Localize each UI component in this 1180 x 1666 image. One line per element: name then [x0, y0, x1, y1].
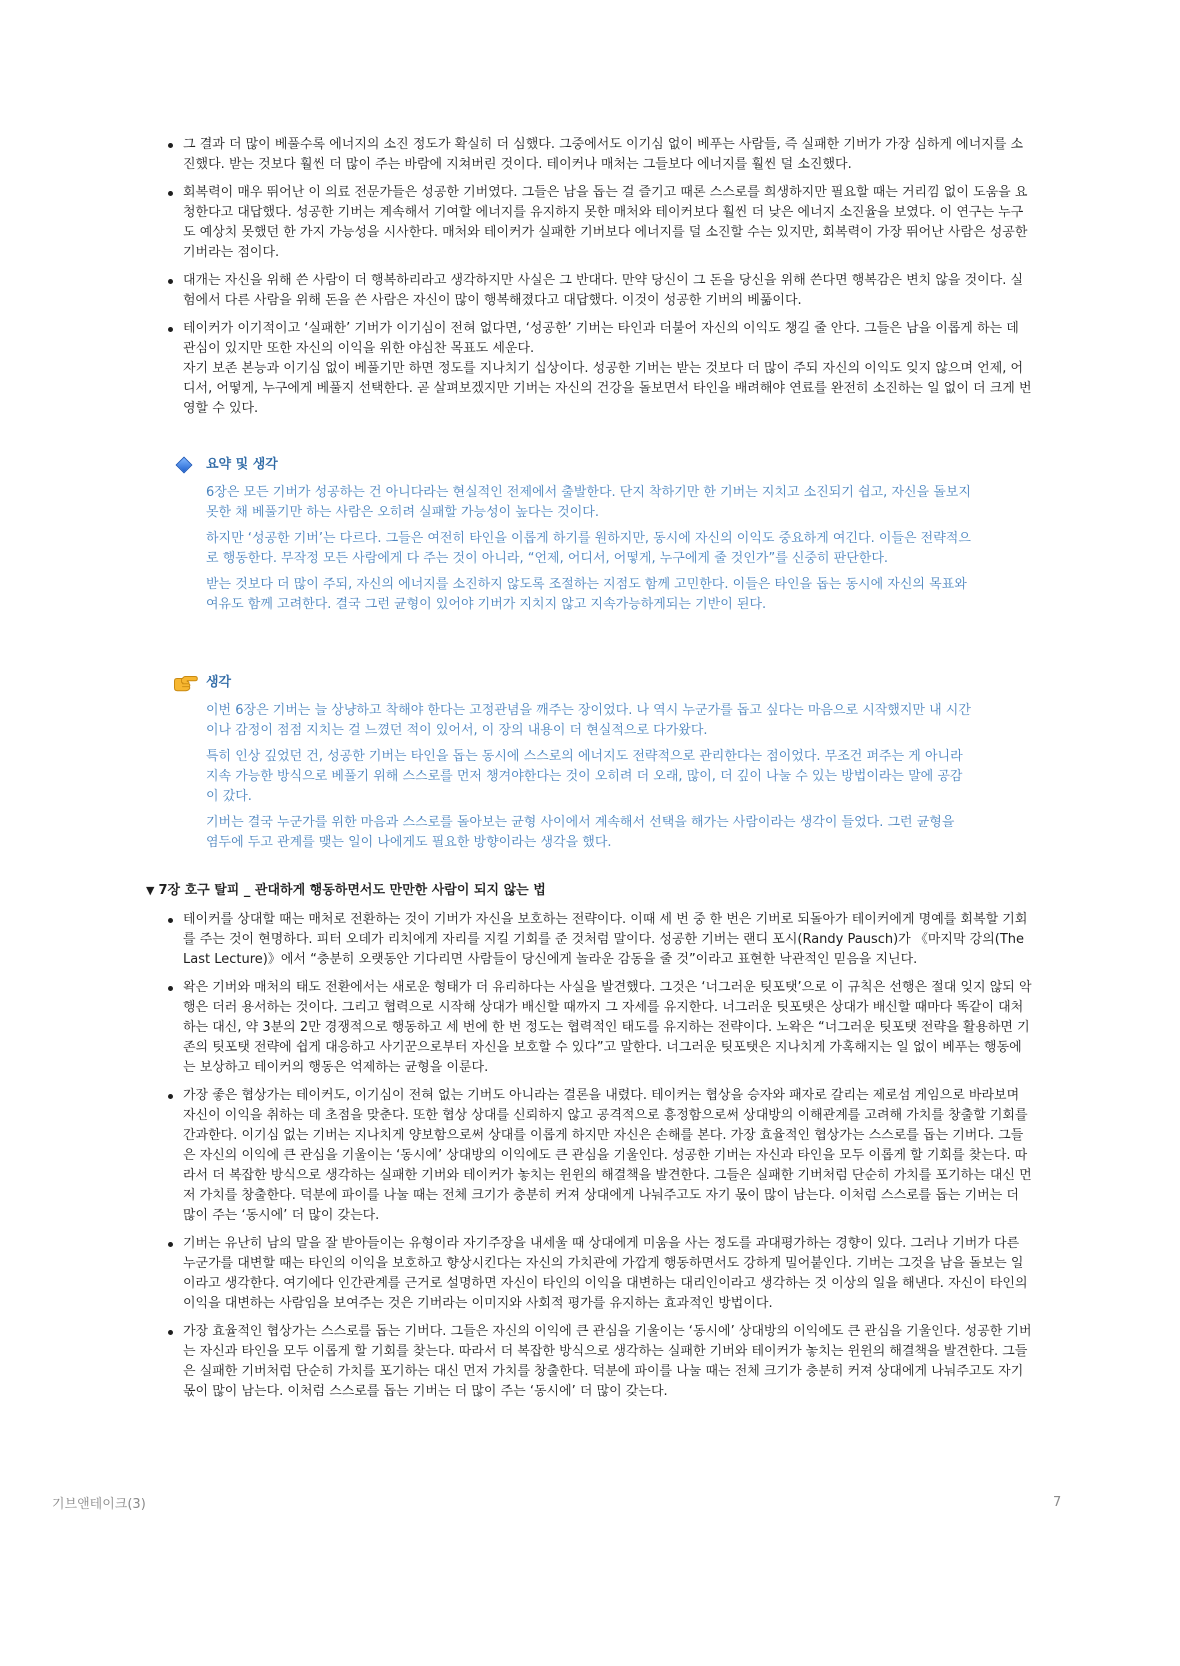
list-item — [152, 1086, 1032, 1226]
list-item-text: 테이커가 이기적이고 ‘실패한’ 기버가 이기심이 전혀 없다면, ‘성공한’ 기버는 타인과 더불어 자신의 이익도 챙길 줄 안다. 그들은 남을 이롭게 하는 데 관심이 있지만 또한 자신의 이익을 위한 야심찬 목표도 세운다. — [183, 321, 1019, 356]
blue-diamond-icon — [176, 457, 193, 474]
list-item-text: 그 결과 더 많이 베풀수록 에너지의 소진 정도가 확실히 더 심했다. 그중에서도 이기심 없이 베푸는 사람들, 즉 실패한 기버가 가장 심하게 에너지를 소진했다. 받는 것보다 훨씬 더 많이 주는 바람에 지쳐버린 것이다. 테이커나 매처는 그들보다 에너지를 훨씬 덜 소진했다. — [183, 137, 1024, 172]
list-item — [152, 1322, 1032, 1402]
list-item-text: 가장 효율적인 협상가는 스스로를 돕는 기버다. 그들은 자신의 이익에 큰 관심을 기울이는 ‘동시에’ 상대방의 이익에도 큰 관심을 기울인다. 성공한 기버는 자신과 타인을 모두 이롭게 할 기회를 찾는다. 따라서 더 복잡한 방식으로 생각하는 실패한 기버와 테이커가 놓치는 윈윈의 해결책을 발견한다. 그들은 실패한 기버처럼 단순히 가치를 포기하는 대신 먼저 가치를 창출한다. 덕분에 파이를 나눌 때는 전체 크기가 충분히 커져 상대에게 나눠주고도 자기 몫이 많이 남는다. 이처럼 스스로를 돕는 기버는 더 많이 주는 ‘동시에’ 더 많이 갖는다. — [183, 1324, 1032, 1399]
callout-paragraph: 하지만 ‘성공한 기버’는 다르다. 그들은 여전히 타인을 이롭게 하기를 원하지만, 동시에 자신의 이익도 중요하게 여긴다. 이들은 전략적으로 행동한다. 무작정 모든 사람에게 다 주는 것이 아니라, “언제, 어디서, 어떻게, 누구에게 줄 것인가”를 신중히 판단한다. — [206, 531, 971, 566]
list-item-text: 가장 좋은 협상가는 테이커도, 이기심이 전혀 없는 기버도 아니라는 결론을 내렸다. 테이커는 협상을 승자와 패자로 갈리는 제로섬 게임으로 바라보며 자신이 이익을 취하는 데 초점을 맞춘다. 또한 협상 상대를 신뢰하지 않고 공격적으로 흥정함으로써 상대방의 이해관계를 고려해 가치를 창출할 기회를 간과한다. 이기심 없는 기버는 지나치게 양보함으로써 상대를 이롭게 하지만 자신은 손해를 본다. 가장 효율적인 협상가는 스스로를 돕는 기버다. 그들은 자신의 이익에 큰 관심을 기울이는 ‘동시에’ 상대방의 이익에도 큰 관심을 기울인다. 성공한 기버는 자신과 타인을 모두 이롭게 할 기회를 찾는다. 따라서 더 복잡한 방식으로 생각하는 실패한 기버와 테이커가 놓치는 윈윈의 해결책을 발견한다. 그들은 실패한 기버처럼 단순히 가치를 포기하는 대신 먼저 가치를 창출한다. 덕분에 파이를 나눌 때는 전체 크기가 충분히 커져 상대에게 나눠주고도 자기 몫이 많이 남는다. 이처럼 스스로를 돕는 기버는 더 많이 주는 ‘동시에’ 더 많이 갖는다. — [183, 1088, 1032, 1223]
bullet-marker — [168, 1242, 173, 1247]
list-item-text: 회복력이 매우 뛰어난 이 의료 전문가들은 성공한 기버였다. 그들은 남을 돕는 걸 즐기고 때론 스스로를 희생하지만 필요할 때는 거리낌 없이 도움을 요청한다고 대답했다. 성공한 기버는 계속해서 기여할 에너지를 유지하지 못한 매처와 테이커보다 훨씬 더 낮은 에너지 소진율을 보였다. 이 연구는 누구도 예상치 못했던 한 가지 가능성을 시사한다. 매처와 테이커가 실패한 기버보다 에너지를 덜 소진할 수는 있지만, 회복력이 가장 뛰어난 사람은 성공한 기버라는 점이다. — [183, 185, 1028, 260]
bullet-marker — [168, 986, 173, 991]
list-item — [152, 1234, 1032, 1314]
bullet-marker — [168, 1330, 173, 1335]
callout-paragraph: 6장은 모든 기버가 성공하는 건 아니다라는 현실적인 전제에서 출발한다. 단지 착하기만 한 기버는 지치고 소진되기 쉽고, 자신을 돌보지 못한 채 베풀기만 하는 사람은 오히려 실패할 가능성이 높다는 것이다. — [206, 485, 971, 520]
bullet-marker — [168, 279, 173, 284]
list-item — [152, 183, 1032, 263]
bullet-list-section-6 — [152, 135, 1032, 419]
page-number: 7 — [1053, 1495, 1062, 1510]
callout-paragraph: 특히 인상 깊었던 건, 성공한 기버는 타인을 돕는 동시에 스스로의 에너지도 전략적으로 관리한다는 점이었다. 무조건 퍼주는 게 아니라 지속 가능한 방식으로 베풀기 위해 스스로를 먼저 챙겨야한다는 것이 오히려 더 오래, 많이, 더 깊이 나눌 수 있는 방법이라는 말에 공감이 갔다. — [206, 749, 963, 804]
list-item-text: 왁은 기버와 매처의 태도 전환에서는 새로운 형태가 더 유리하다는 사실을 발견했다. 그것은 ‘너그러운 팃포탯’으로 이 규칙은 선행은 절대 잊지 않되 악행은 더러 용서하는 것이다. 그리고 협력으로 시작해 상대가 배신할 때까지 그 자세를 유지한다. 너그러운 팃포탯은 상대가 배신할 때마다 똑같이 대처하는 대신, 약 3분의 2만 경쟁적으로 행동하고 세 번에 한 번 정도는 협력적인 태도를 유지하는 전략이다. 노왁은 “너그러운 팃포탯 전략을 활용하면 기존의 팃포탯 전략에 쉽게 대응하고 사기꾼으로부터 자신을 보호할 수 있다”고 말한다. 너그러운 팃포탯은 지나치게 가혹해지는 일 없이 베푸는 행동에는 보상하고 테이커의 행동은 억제하는 균형을 이룬다. — [183, 980, 1032, 1075]
callout-title: 요약 및 생각 — [206, 457, 278, 472]
section-heading-chapter-7 — [146, 881, 1032, 901]
document-body — [146, 135, 1032, 1402]
list-item-text: 기버는 유난히 남의 말을 잘 받아들이는 유형이라 자기주장을 내세울 때 상대에게 미움을 사는 정도를 과대평가하는 경향이 있다. 그러나 기버가 다른 누군가를 대변할 때는 타인의 이익을 보호하고 향상시킨다는 자신의 가치관에 가깝게 행동하면서도 강하게 밀어붙인다. 기버는 그것을 남을 돌보는 일이라고 생각한다. 여기에다 인간관계를 근거로 설명하면 자신이 타인의 이익을 대변하는 대리인이라고 생각하는 것 이상의 일을 해낸다. 자신이 타인의 이익을 대변하는 사람임을 보여주는 것은 기버라는 이미지와 사회적 평가를 유지하는 효과적인 방법이다. — [183, 1236, 1028, 1311]
list-item-text: 대개는 자신을 위해 쓴 사람이 더 행복하리라고 생각하지만 사실은 그 반대다. 만약 당신이 그 돈을 당신을 위해 쓴다면 행복감은 변치 않을 것이다. 실험에서 다른 사람을 위해 돈을 쓴 사람은 자신이 많이 행복해졌다고 대답했다. 이것이 성공한 기버의 베풂이다. — [183, 273, 1024, 308]
callout-paragraph: 받는 것보다 더 많이 주되, 자신의 에너지를 소진하지 않도록 조절하는 지점도 함께 고민한다. 이들은 타인을 돕는 동시에 자신의 목표와 여유도 함께 고려한다. 결국 그런 균형이 있어야 기버가 지치지 않고 지속가능하게되는 기반이 된다. — [206, 577, 967, 612]
bullet-list-section-7 — [152, 910, 1032, 1402]
list-item — [152, 910, 1032, 970]
section-heading-text: 7장 호구 탈피 _ 관대하게 행동하면서도 만만한 사람이 되지 않는 법 — [158, 883, 546, 898]
list-item — [152, 978, 1032, 1078]
pointing-hand-icon — [172, 674, 198, 692]
toggle-triangle-icon: ▼ — [146, 884, 155, 897]
list-item — [152, 135, 1032, 175]
callout-paragraph: 기버는 결국 누군가를 위한 마음과 스스로를 돌아보는 균형 사이에서 계속해서 선택을 해가는 사람이라는 생각이 들었다. 그런 균형을 염두에 두고 관계를 맺는 일이 나에게도 필요한 방향이라는 생각을 했다. — [206, 815, 955, 850]
list-item — [152, 271, 1032, 311]
callout-thought — [152, 673, 971, 853]
list-item-text: 테이커를 상대할 때는 매처로 전환하는 것이 기버가 자신을 보호하는 전략이다. 이때 세 번 중 한 번은 기버로 되돌아가 테이커에게 명예를 회복할 기회를 주는 것이 현명하다. 피터 오데가 리치에게 자리를 지킬 기회를 준 것처럼 말이다. 성공한 기버는 랜디 포시(Randy Pausch)가 《마지막 강의(The Last Lecture)》에서 “충분히 오랫동안 기다리면 사람들이 당신에게 놀라운 감동을 줄 것”이라고 표현한 낙관적인 믿음을 지닌다. — [183, 912, 1028, 967]
callout-summary — [152, 455, 971, 615]
bullet-marker — [168, 918, 173, 923]
list-item-text-continued: 자기 보존 본능과 이기심 없이 베풀기만 하면 정도를 지나치기 십상이다. 성공한 기버는 받는 것보다 더 많이 주되 자신의 이익도 잊지 않으며 언제, 어디서, 어떻게, 누구에게 베풀지 선택한다. 곧 살펴보겠지만 기버는 자신의 건강을 돌보면서 타인을 배려해야 연료를 완전히 소진하는 일 없이 더 크게 번영할 수 있다. — [183, 361, 1032, 416]
bullet-marker — [168, 191, 173, 196]
list-item — [152, 319, 1032, 419]
footer-doc-title: 기브앤테이크(3) — [52, 1497, 146, 1512]
bullet-marker — [168, 327, 173, 332]
bullet-marker — [168, 1094, 173, 1099]
callout-title: 생각 — [206, 675, 232, 690]
callout-paragraph: 이번 6장은 기버는 늘 상냥하고 착해야 한다는 고정관념을 깨주는 장이었다. 나 역시 누군가를 돕고 싶다는 마음으로 시작했지만 내 시간이나 감정이 점점 지치는 걸 느꼈던 적이 있어서, 이 장의 내용이 더 현실적으로 다가왔다. — [206, 703, 971, 738]
bullet-marker — [168, 143, 173, 148]
